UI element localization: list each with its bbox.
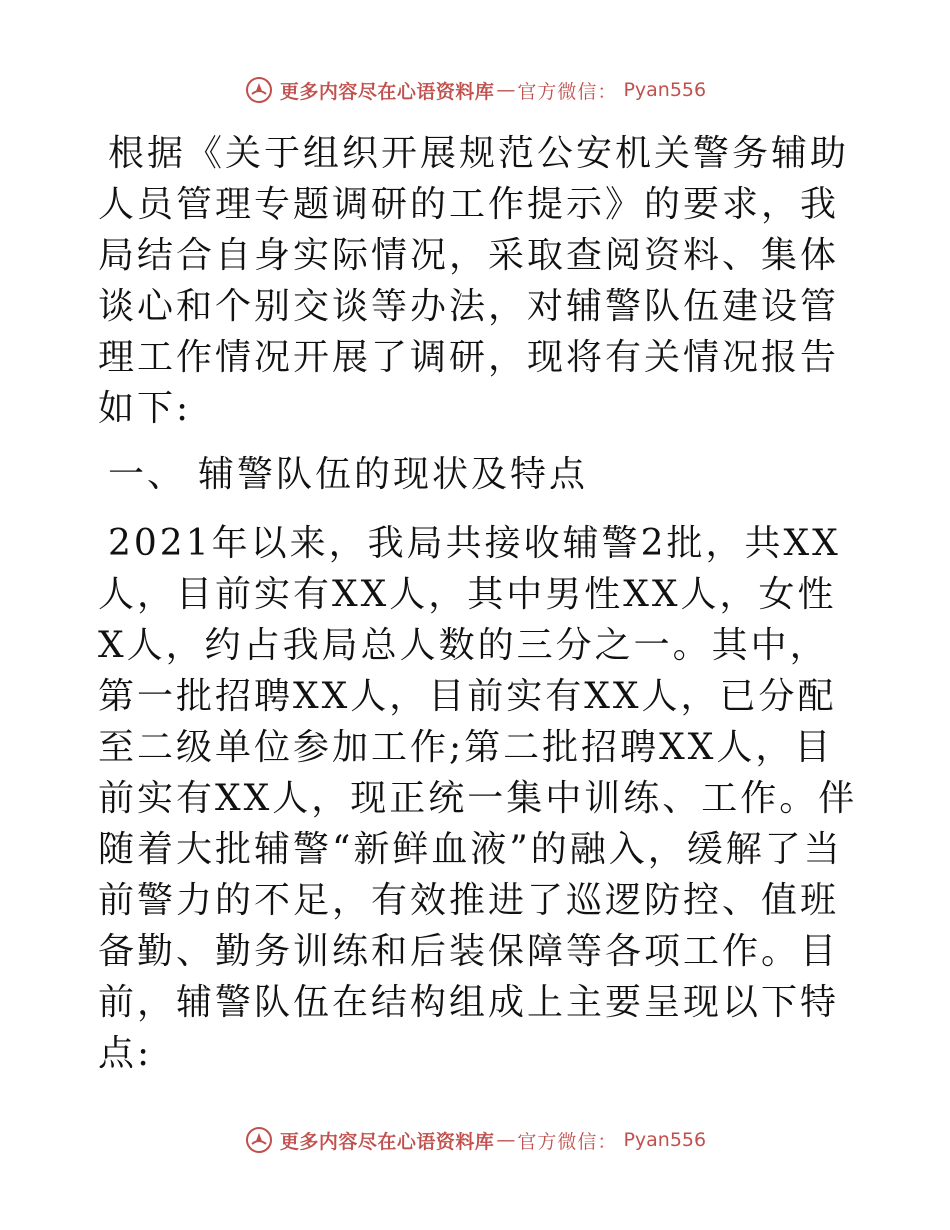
watermark-site-name: 更多内容尽在心语资料库 <box>279 80 495 103</box>
header-watermark <box>0 70 950 110</box>
watermark-wechat-id: Pyan556 <box>623 1129 707 1151</box>
section-heading <box>98 449 858 500</box>
section-paragraph: 2021年以来，我局共接收辅警2批，共XX人，目前实有XX人，其中男性XX人，女性X人，约占我局总人数的三分之一。其中，第一批招聘XX人，目前实有XX人，已分配至二级单位参加工作;第二批招聘XX人，目前实有XX人，现正统一集中训练、工作。伴随着大批辅警“新鲜血液”的融入，缓解了当前警力的不足，有效推进了巡逻防控、值班备勤、勤务训练和后装保障等各项工作。目前，辅警队伍在结构组成上主要呈现以下特点: <box>98 523 858 1074</box>
section-number: 一、 <box>108 454 187 495</box>
watermark-dash: — <box>496 1129 516 1151</box>
footer-watermark <box>0 1120 950 1160</box>
watermark-site-name: 更多内容尽在心语资料库 <box>279 1130 495 1153</box>
document-body <box>98 128 858 1079</box>
watermark-dash: — <box>496 79 516 101</box>
watermark-wechat-label: 官方微信： <box>517 80 618 103</box>
intro-paragraph: 根据《关于组织开展规范公安机关警务辅助人员管理专题调研的工作提示》的要求，我局结合自身实际情况，采取查阅资料、集体谈心和个别交谈等办法，对辅警队伍建设管理工作情况开展了调研，现将有关情况报告如下: <box>98 133 850 429</box>
section-title: 辅警队伍的现状及特点 <box>198 454 589 495</box>
book-quill-icon <box>244 75 274 105</box>
book-quill-icon <box>244 1125 274 1155</box>
watermark-wechat-label: 官方微信： <box>517 1130 618 1153</box>
watermark-wechat-id: Pyan556 <box>623 79 707 101</box>
